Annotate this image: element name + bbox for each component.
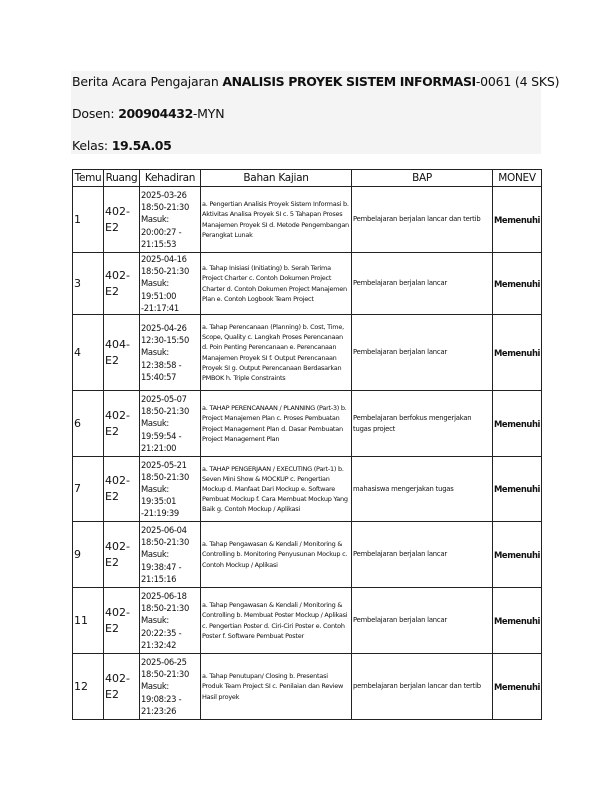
cell-bahan-kajian: a. Tahap Perencanaan (Planning) b. Cost, Time, Scope, Quality c. Langkah Proses Perencanaan d. Poin Penting Perencanaan e. Perencanaan Manajemen Proyek SI f. Output Perencanaan Proyek SI g. Output Perencanaan Berdasarkan PMBOK h. Triple Constraints bbox=[201, 315, 352, 391]
lecturer-label: Dosen: bbox=[72, 106, 119, 121]
table-row bbox=[73, 588, 542, 654]
attendance-line: Masuk: bbox=[141, 549, 169, 560]
room-line: E2 bbox=[105, 555, 119, 569]
table-row bbox=[73, 457, 542, 522]
table-row bbox=[73, 654, 542, 720]
cell-kehadiran bbox=[140, 315, 201, 391]
course-name: ANALISIS PROYEK SISTEM INFORMASI bbox=[222, 74, 476, 89]
cell-ruang bbox=[104, 588, 140, 654]
attendance-line: 19:59:54 - bbox=[141, 430, 182, 441]
column-header-ruang: Ruang bbox=[104, 170, 140, 187]
cell-monev: Memenuhi bbox=[493, 391, 542, 457]
table-header-row bbox=[73, 170, 542, 187]
attendance-line: Masuk: bbox=[141, 347, 169, 358]
attendance-line: -21:17:41 bbox=[141, 302, 179, 313]
attendance-line: 18:50-21:30 bbox=[141, 266, 189, 277]
lecturer-line bbox=[72, 106, 224, 121]
cell-temu: 4 bbox=[73, 315, 104, 391]
cell-kehadiran bbox=[140, 391, 201, 457]
cell-monev: Memenuhi bbox=[493, 588, 542, 654]
cell-monev: Memenuhi bbox=[493, 522, 542, 588]
attendance-line: 15:40:57 bbox=[141, 371, 177, 382]
cell-bahan-kajian: a. Pengertian Analisis Proyek Sistem Informasi b. Aktivitas Analisa Proyek SI c. 5 Tahapan Proses Manajemen Proyek SI d. Metode Pengembangan Perangkat Lunak bbox=[201, 187, 352, 253]
attendance-line: 2025-04-16 bbox=[141, 254, 187, 264]
attendance-line: 18:50-21:30 bbox=[141, 669, 189, 680]
room-line: E2 bbox=[105, 490, 119, 504]
class-value: 19.5A.05 bbox=[111, 138, 172, 153]
attendance-line: 2025-06-18 bbox=[141, 591, 187, 601]
cell-ruang bbox=[104, 457, 140, 522]
room-line: E2 bbox=[105, 284, 119, 298]
cell-temu: 3 bbox=[73, 253, 104, 315]
table-row bbox=[73, 253, 542, 315]
cell-kehadiran bbox=[140, 588, 201, 654]
attendance-line: 20:22:35 - bbox=[141, 627, 182, 638]
cell-bahan-kajian: a. TAHAP PENGERJAAN / EXECUTING (Part-1) b. Seven Mini Show & MOCKUP c. Pengertian Mockup d. Manfaat Dari Mockup e. Software Pembuat Mockup f. Cara Membuat Mockup Yang Baik g. Contoh Mockup / Aplikasi bbox=[201, 457, 352, 522]
room-line: 402- bbox=[105, 474, 130, 488]
cell-kehadiran bbox=[140, 457, 201, 522]
course-code: -0061 (4 SKS) bbox=[475, 74, 560, 89]
cell-kehadiran bbox=[140, 654, 201, 720]
attendance-line: 2025-06-04 bbox=[141, 525, 187, 535]
cell-temu: 6 bbox=[73, 391, 104, 457]
column-header-temu: Temu bbox=[73, 170, 104, 187]
cell-kehadiran bbox=[140, 522, 201, 588]
attendance-line: 18:50-21:30 bbox=[141, 406, 189, 417]
attendance-line: 18:50-21:30 bbox=[141, 471, 189, 482]
cell-ruang bbox=[104, 522, 140, 588]
attendance-line: 2025-05-07 bbox=[141, 394, 187, 404]
attendance-line: Masuk: bbox=[141, 418, 169, 429]
cell-bap: Pembelajaran berjalan lancar bbox=[352, 522, 493, 588]
cell-kehadiran bbox=[140, 253, 201, 315]
room-line: 402- bbox=[105, 408, 130, 422]
column-header-bap: BAP bbox=[352, 170, 493, 187]
cell-monev: Memenuhi bbox=[493, 253, 542, 315]
cell-bahan-kajian: a. Tahap Penutupan/ Closing b. Presentasi Produk Team Project SI c. Penilaian dan Review Hasil proyek bbox=[201, 654, 352, 720]
attendance-line: 21:21:00 bbox=[141, 442, 177, 453]
room-line: 402- bbox=[105, 671, 130, 685]
attendance-line: Masuk: bbox=[141, 615, 169, 626]
cell-monev: Memenuhi bbox=[493, 315, 542, 391]
cell-monev: Memenuhi bbox=[493, 457, 542, 522]
room-line: 404- bbox=[105, 337, 130, 351]
table-row bbox=[73, 187, 542, 253]
room-line: E2 bbox=[105, 687, 119, 701]
cell-monev: Memenuhi bbox=[493, 187, 542, 253]
attendance-line: 21:23:26 bbox=[141, 705, 177, 716]
column-header-kehadiran: Kehadiran bbox=[140, 170, 201, 187]
column-header-monev: MONEV bbox=[493, 170, 542, 187]
attendance-line: Masuk: bbox=[141, 681, 169, 692]
attendance-line: 18:50-21:30 bbox=[141, 202, 189, 213]
attendance-line: 2025-04-26 bbox=[141, 323, 187, 333]
room-line: 402- bbox=[105, 605, 130, 619]
cell-ruang bbox=[104, 654, 140, 720]
attendance-line: 18:50-21:30 bbox=[141, 537, 189, 548]
cell-bahan-kajian: a. Tahap Pengawasan & Kendali / Monitoring & Controlling b. Membuat Poster Mockup / Aplikasi c. Pengertian Poster d. Ciri-Ciri Poster e. Contoh Poster f. Software Pembuat Poster bbox=[201, 588, 352, 654]
cell-temu: 1 bbox=[73, 187, 104, 253]
room-line: 402- bbox=[105, 204, 130, 218]
room-line: E2 bbox=[105, 621, 119, 635]
room-line: E2 bbox=[105, 424, 119, 438]
title-prefix: Berita Acara Pengajaran bbox=[72, 74, 223, 89]
attendance-line: 2025-05-21 bbox=[141, 459, 187, 470]
document-title bbox=[72, 74, 559, 89]
cell-temu: 7 bbox=[73, 457, 104, 522]
lecturer-code: -MYN bbox=[192, 106, 225, 121]
cell-monev: Memenuhi bbox=[493, 654, 542, 720]
attendance-line: 2025-03-26 bbox=[141, 189, 187, 200]
cell-temu: 12 bbox=[73, 654, 104, 720]
cell-bap: Pembelajaran berjalan lancar bbox=[352, 315, 493, 391]
cell-ruang bbox=[104, 315, 140, 391]
room-line: E2 bbox=[105, 353, 119, 367]
room-line: E2 bbox=[105, 220, 119, 234]
table-row bbox=[73, 522, 542, 588]
class-line bbox=[72, 138, 171, 153]
attendance-line: Masuk: 19:35:01 bbox=[141, 483, 177, 507]
attendance-line: 19:08:23 - bbox=[141, 693, 182, 704]
cell-ruang bbox=[104, 391, 140, 457]
cell-bap: mahasiswa mengerjakan tugas bbox=[352, 457, 493, 522]
cell-temu: 9 bbox=[73, 522, 104, 588]
room-line: 402- bbox=[105, 539, 130, 553]
table-row bbox=[73, 391, 542, 457]
class-label: Kelas: bbox=[72, 138, 112, 153]
column-header-bahan-kajian: Bahan Kajian bbox=[201, 170, 352, 187]
cell-bahan-kajian: a. Tahap Pengawasan & Kendali / Monitoring & Controlling b. Monitoring Penyusunan Mockup c. Contoh Mockup / Aplikasi bbox=[201, 522, 352, 588]
attendance-line: 12:30-15:50 bbox=[141, 335, 189, 346]
attendance-line: 21:15:53 bbox=[141, 238, 177, 249]
attendance-line: Masuk: 19:51:00 bbox=[141, 278, 177, 301]
cell-bap: pembelajaran berjalan lancar dan tertib bbox=[352, 654, 493, 720]
document-header bbox=[71, 71, 560, 154]
attendance-line: 12:38:58 - bbox=[141, 359, 182, 370]
cell-ruang bbox=[104, 187, 140, 253]
attendance-line: 2025-06-25 bbox=[141, 657, 187, 667]
attendance-line: Masuk: bbox=[141, 214, 169, 225]
attendance-line: 21:32:42 bbox=[141, 639, 177, 650]
cell-temu: 11 bbox=[73, 588, 104, 654]
attendance-line: 19:38:47 - bbox=[141, 561, 182, 572]
cell-bahan-kajian: a. Tahap Inisiasi (Initiating) b. Serah Terima Project Charter c. Contoh Dokumen Project Charter d. Contoh Dokumen Project Manajemen Plan e. Contoh Logbook Team Project bbox=[201, 253, 352, 315]
cell-ruang bbox=[104, 253, 140, 315]
lecturer-id: 200904432 bbox=[118, 106, 193, 121]
attendance-line: 18:50-21:30 bbox=[141, 603, 189, 614]
attendance-line: 21:15:16 bbox=[141, 573, 177, 584]
cell-bahan-kajian: a. TAHAP PERENCANAAN / PLANNING (Part-3) b. Project Manajemen Plan c. Proses Pembuatan Project Management Plan d. Dasar Pembuatan Project Management Plan bbox=[201, 391, 352, 457]
attendance-table bbox=[72, 169, 542, 720]
cell-kehadiran bbox=[140, 187, 201, 253]
cell-bap: Pembelajaran berjalan lancar bbox=[352, 253, 493, 315]
table-row bbox=[73, 315, 542, 391]
cell-bap: Pembelajaran berfokus mengerjakan tugas project bbox=[352, 391, 493, 457]
room-line: 402- bbox=[105, 268, 130, 282]
attendance-line: -21:19:39 bbox=[141, 508, 179, 519]
attendance-line: 20:00:27 - bbox=[141, 226, 182, 237]
cell-bap: Pembelajaran berjalan lancar bbox=[352, 588, 493, 654]
cell-bap: Pembelajaran berjalan lancar dan tertib bbox=[352, 187, 493, 253]
